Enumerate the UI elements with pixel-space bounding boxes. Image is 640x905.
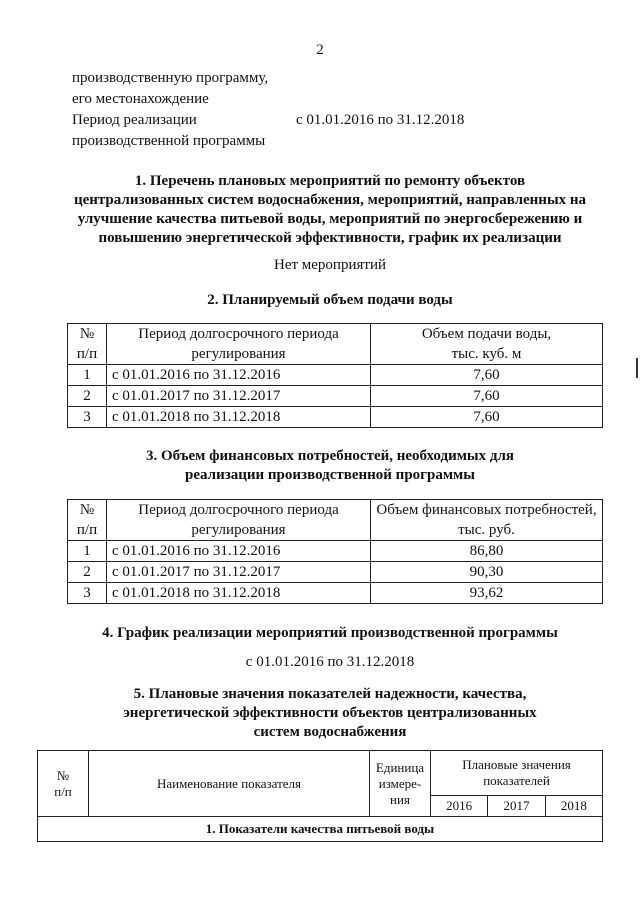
- header-year: 2018: [545, 796, 602, 817]
- row-period: с 01.01.2018 по 31.12.2018: [107, 407, 371, 428]
- row-value: 93,62: [371, 583, 603, 604]
- section2-title: 2. Планируемый объем подачи воды: [207, 292, 453, 308]
- header-finance: Объем финансовых потребностей, тыс. руб.: [371, 500, 603, 541]
- indicators-table: [37, 750, 603, 842]
- financial-needs-table: [67, 499, 603, 604]
- section4-period: с 01.01.2016 по 31.12.2018: [245, 654, 415, 670]
- header-year: 2016: [431, 796, 488, 817]
- table-header-row: [38, 751, 603, 796]
- row-num: 1: [68, 541, 107, 562]
- section4-title: 4. График реализации мероприятий производственной программы: [102, 625, 558, 641]
- row-period: с 01.01.2016 по 31.12.2016: [107, 541, 371, 562]
- table-group-row: [38, 817, 603, 842]
- intro-line-2: его местонахождение: [72, 91, 209, 107]
- section3-title: [40, 447, 620, 485]
- row-num: 3: [68, 407, 107, 428]
- page-number: 2: [316, 42, 324, 58]
- header-period: Период долгосрочного периода регулирования: [107, 500, 371, 541]
- section1-note: Нет мероприятий: [273, 257, 386, 273]
- row-value: 7,60: [371, 365, 603, 386]
- intro-block: [72, 68, 465, 152]
- table-row: [68, 365, 603, 386]
- row-num: 1: [68, 365, 107, 386]
- row-value: 86,80: [371, 541, 603, 562]
- row-value: 90,30: [371, 562, 603, 583]
- header-period: Период долгосрочного периода регулирования: [107, 324, 371, 365]
- section5-title-line: систем водоснабжения: [253, 724, 407, 740]
- table-row: [68, 583, 603, 604]
- table-row: [68, 562, 603, 583]
- table-row: [68, 407, 603, 428]
- row-period: с 01.01.2018 по 31.12.2018: [107, 583, 371, 604]
- row-value: 7,60: [371, 386, 603, 407]
- row-period: с 01.01.2017 по 31.12.2017: [107, 562, 371, 583]
- table-row: [68, 541, 603, 562]
- section1-title-line: централизованных систем водоснабжения, мероприятий, направленных на: [73, 192, 587, 208]
- water-supply-table: [67, 323, 603, 428]
- group-row-label: 1. Показатели качества питьевой воды: [38, 817, 603, 842]
- row-num: 2: [68, 562, 107, 583]
- header-num: № п/п: [38, 751, 89, 817]
- header-indicator-name: Наименование показателя: [89, 751, 370, 817]
- section5-title-line: 5. Плановые значения показателей надежности, качества,: [133, 686, 527, 702]
- intro-line-3: Период реализации: [72, 112, 197, 128]
- implementation-period-value: с 01.01.2016 по 31.12.2018: [296, 112, 465, 128]
- table-header-row: [68, 500, 603, 541]
- table-row: [68, 386, 603, 407]
- row-period: с 01.01.2016 по 31.12.2016: [107, 365, 371, 386]
- header-num: № п/п: [68, 500, 107, 541]
- table-header-row: [68, 324, 603, 365]
- header-unit: Единица измере- ния: [370, 751, 431, 817]
- scan-edge-mark: [636, 358, 638, 378]
- header-planned-values: Плановые значения показателей: [431, 751, 603, 796]
- row-num: 3: [68, 583, 107, 604]
- header-year: 2017: [488, 796, 545, 817]
- header-volume: Объем подачи воды, тыс. куб. м: [371, 324, 603, 365]
- section1-title-line: 1. Перечень плановых мероприятий по ремонту объектов: [134, 173, 526, 189]
- section5-title-line: энергетической эффективности объектов централизованных: [123, 705, 537, 721]
- section3-title-line: реализации производственной программы: [185, 467, 475, 483]
- section1-title: [40, 172, 620, 248]
- header-num: № п/п: [68, 324, 107, 365]
- row-num: 2: [68, 386, 107, 407]
- section3-title-line: 3. Объем финансовых потребностей, необходимых для: [145, 448, 515, 464]
- row-value: 7,60: [371, 407, 603, 428]
- intro-line-1: производственную программу,: [72, 70, 269, 86]
- row-period: с 01.01.2017 по 31.12.2017: [107, 386, 371, 407]
- section1-title-line: улучшение качества питьевой воды, мероприятий по энергосбережению и: [77, 211, 583, 227]
- section1-title-line: повышению энергетической эффективности, график их реализации: [98, 230, 562, 246]
- intro-line-4: производственной программы: [72, 133, 266, 149]
- section5-title: [40, 685, 620, 742]
